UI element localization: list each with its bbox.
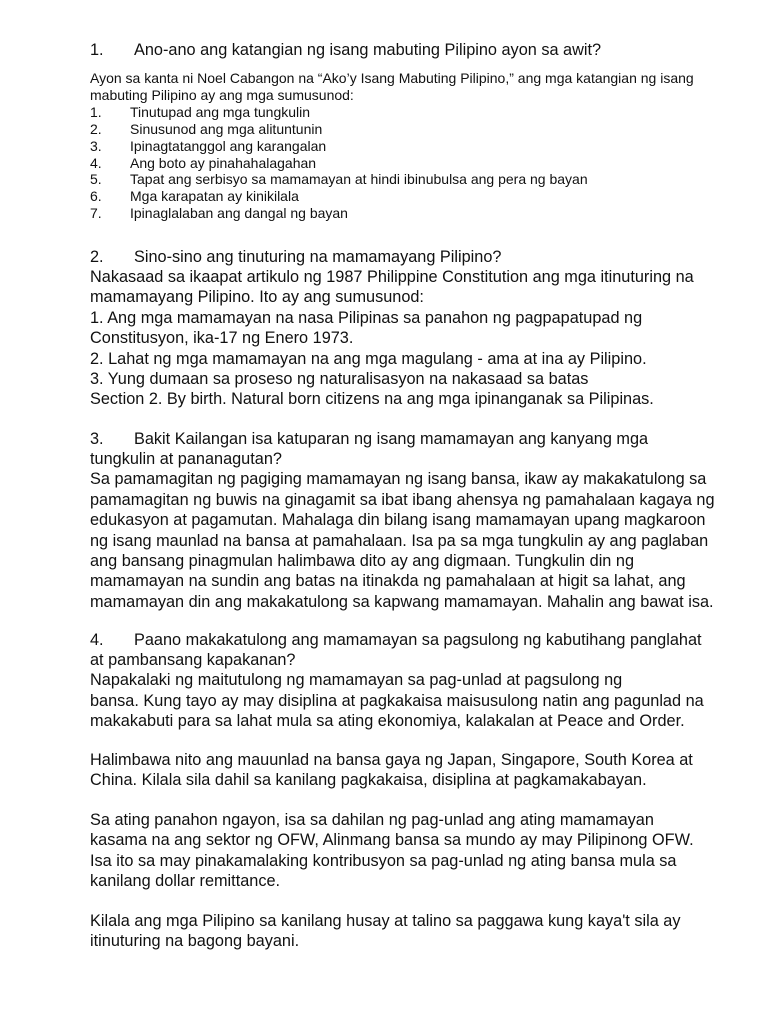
- list-item-text: Ipinaglalaban ang dangal ng bayan: [130, 205, 348, 222]
- list-item-text: Ang boto ay pinahahalagahan: [130, 154, 317, 171]
- answer-line: Kilala ang mga Pilipino sa kanilang husay at talino sa paggawa kung kaya't sila ay: [90, 912, 681, 930]
- answer-line: bansa. Kung tayo ay may disiplina at pagkakaisa maisusulong natin ang pagunlad na: [90, 691, 704, 710]
- question-number: 2.: [90, 248, 104, 266]
- question-number: 3.: [90, 430, 104, 448]
- question-number: 4.: [90, 631, 104, 649]
- question-2-heading: [90, 247, 740, 267]
- question-2-answer: [90, 267, 740, 410]
- question-title: Paano makakatulong ang mamamayan sa pagsulong ng kabutihang panglahat: [134, 631, 702, 649]
- list-item-text: Ipinagtatanggol ang karangalan: [130, 137, 327, 154]
- list-item-text: Mga karapatan ay kinikilala: [130, 188, 299, 205]
- list-item-number: 5.: [90, 171, 102, 188]
- list-item-number: 2.: [90, 120, 102, 137]
- answer-line: pamamagitan ng buwis na ginagamit sa ibat ibang ahensya ng pamahalaan kagaya ng: [90, 490, 715, 509]
- answer-line: kanilang dollar remittance.: [90, 872, 281, 891]
- answer-line: edukasyon at pagamutan. Mahalaga din bilang isang mamamayan upang magkaroon: [90, 511, 706, 530]
- question-4-answer-part-2: [90, 750, 740, 791]
- answer-line: Sa pamamagitan ng pagiging mamamayan ng isang bansa, ikaw ay makakatulong sa: [90, 470, 707, 489]
- question-4-answer-part-1: [90, 650, 740, 732]
- list-item: [90, 138, 730, 155]
- list-item: [90, 171, 730, 188]
- answer-line: ng isang maunlad na bansa at pamahalaan. Isa pa sa mga tungkulin ay ang paglaban: [90, 531, 709, 550]
- question-title-continuation: at pambansang kapakanan?: [90, 651, 296, 669]
- answer-line: itinuturing na bagong bayani.: [90, 932, 300, 951]
- answer-line: ang bansang pinagmulan halimbawa dito ay ang digmaan. Tungkulin din ng: [90, 552, 634, 571]
- answer-line: 2. Lahat ng mga mamamayan na ang mga magulang - ama at ina ay Pilipino.: [90, 349, 647, 368]
- answer-line: Section 2. By birth. Natural born citizens na ang mga ipinanganak sa Pilipinas.: [90, 390, 654, 409]
- list-item-number: 3.: [90, 137, 102, 154]
- answer-line: mabuting Pilipino ay ang mga sumusunod:: [90, 86, 354, 103]
- answer-line: makakabuti para sa lahat mula sa ating ekonomiya, kalakalan at Peace and Order.: [90, 712, 685, 731]
- list-item-number: 1.: [90, 103, 102, 120]
- question-4-heading: [90, 630, 740, 650]
- question-3-heading: [90, 429, 740, 449]
- list-item-number: 4.: [90, 154, 102, 171]
- list-item-number: 6.: [90, 188, 102, 205]
- list-item-text: Sinusunod ang mga alituntunin: [130, 120, 323, 137]
- answer-line: 1. Ang mga mamamayan na nasa Pilipinas sa panahon ng pagpapatupad ng: [90, 308, 643, 327]
- answer-line: Ayon sa kanta ni Noel Cabangon na “Ako’y Isang Mabuting Pilipino,” ang mga katangian ng isang: [90, 70, 694, 86]
- list-item: [90, 104, 730, 121]
- answer-line: kasama na ang sektor ng OFW, Alinmang bansa sa mundo ay may Pilipinong OFW.: [90, 831, 694, 850]
- answer-line: China. Kilala sila dahil sa kanilang pagkakaisa, disiplina at pagkamakabayan.: [90, 771, 647, 790]
- list-item: [90, 205, 730, 222]
- answer-line: mamamayan din ang makakatulong sa kapwang mamamayan. Mahalin ang bawat isa.: [90, 592, 714, 611]
- question-1-heading: [90, 40, 740, 60]
- question-4-answer-part-3: [90, 810, 740, 892]
- answer-line: Napakalaki ng maitutulong ng mamamayan sa pag-unlad at pagsulong ng: [90, 671, 623, 690]
- question-title: Sino-sino ang tinuturing na mamamayang Pilipino?: [134, 248, 502, 266]
- question-title: Bakit Kailangan isa katuparan ng isang mamamayan ang kanyang mga: [134, 430, 649, 448]
- answer-line: Isa ito sa may pinakamalaking kontribusyon sa pag-unlad ng ating bansa mula sa: [90, 851, 677, 870]
- list-item: [90, 155, 730, 172]
- question-3-answer: [90, 449, 740, 612]
- question-title-continuation: tungkulin at pananagutan?: [90, 450, 282, 468]
- question-1-answer: [90, 70, 730, 222]
- answer-line: Constitusyon, ika-17 ng Enero 1973.: [90, 329, 354, 348]
- question-title: Ano-ano ang katangian ng isang mabuting Pilipino ayon sa awit?: [134, 41, 602, 59]
- list-item-text: Tinutupad ang mga tungkulin: [130, 103, 311, 120]
- answer-line: Nakasaad sa ikaapat artikulo ng 1987 Philippine Constitution ang mga itinuturing na: [90, 268, 694, 286]
- answer-line: Sa ating panahon ngayon, isa sa dahilan ng pag-unlad ang ating mamamayan: [90, 811, 654, 829]
- answer-line: mamamayang Pilipino. Ito ay ang sumusunod:: [90, 288, 424, 307]
- answer-line: mamamayan na sundin ang batas na itinakda ng pamahalaan at higit sa lahat, ang: [90, 572, 686, 591]
- list-item-text: Tapat ang serbisyo sa mamamayan at hindi ibinubulsa ang pera ng bayan: [130, 171, 588, 188]
- list-item-number: 7.: [90, 205, 102, 222]
- answer-line: 3. Yung dumaan sa proseso ng naturalisasyon na nakasaad sa batas: [90, 370, 589, 389]
- answer-line: Halimbawa nito ang mauunlad na bansa gaya ng Japan, Singapore, South Korea at: [90, 751, 693, 769]
- question-4-answer-part-4: [90, 911, 740, 952]
- list-item: [90, 188, 730, 205]
- list-item: [90, 121, 730, 138]
- question-number: 1.: [90, 41, 104, 59]
